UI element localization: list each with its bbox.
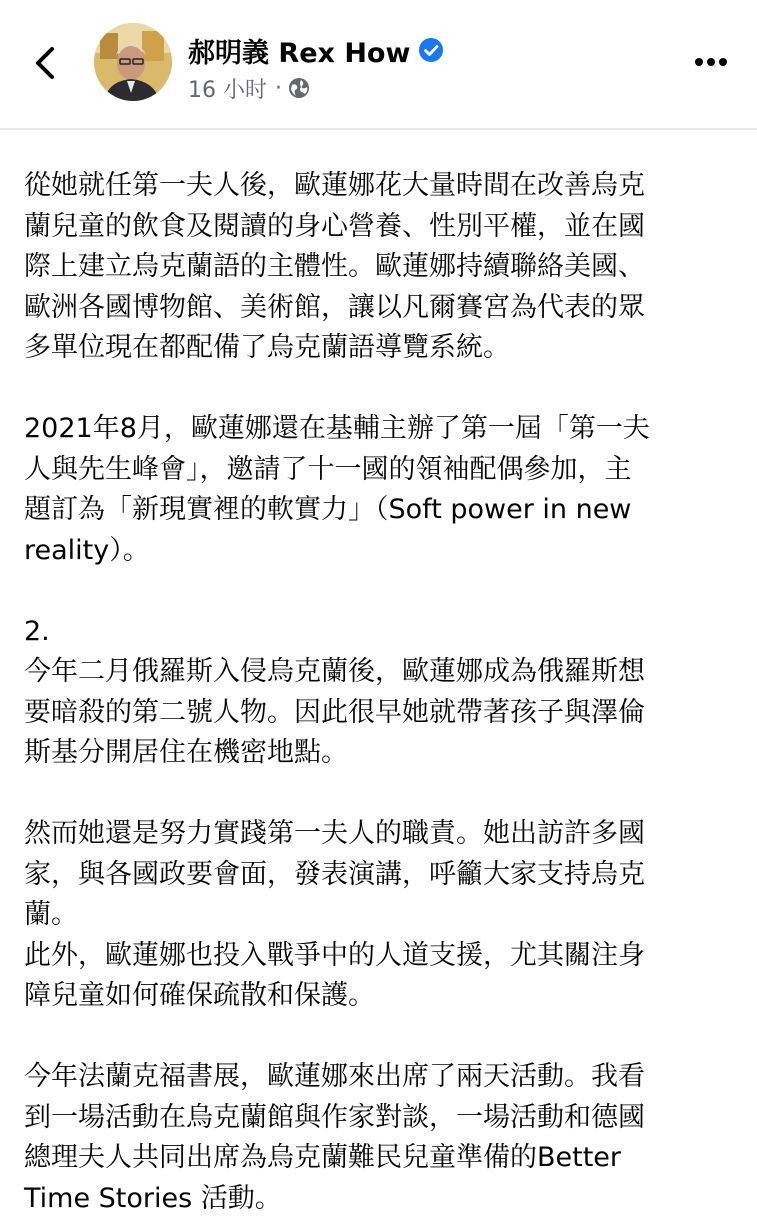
paragraph-gap bbox=[24, 774, 729, 815]
post-body bbox=[24, 166, 729, 1219]
post-paragraph-5 bbox=[24, 1057, 729, 1219]
author-name[interactable]: 郝明義 Rex How bbox=[188, 31, 410, 70]
post-line: 蘭。 bbox=[24, 895, 729, 936]
post-line: 總理夫人共同出席為烏克蘭難民兒童準備的Better bbox=[24, 1138, 729, 1179]
post-timestamp[interactable]: 16 小时 bbox=[188, 73, 267, 104]
author-row bbox=[188, 30, 444, 70]
post-line: Time Stories 活動。 bbox=[24, 1179, 729, 1219]
post-line: 2. bbox=[24, 612, 729, 653]
post-line: 此外，歐蓮娜也投入戰爭中的人道支援，尤其關注身 bbox=[24, 936, 729, 977]
post-header bbox=[0, 0, 757, 128]
chevron-left-icon bbox=[34, 46, 56, 80]
post-line: 然而她還是努力實踐第一夫人的職責。她出訪許多國 bbox=[24, 814, 729, 855]
post-paragraph-2 bbox=[24, 409, 729, 571]
post-paragraph-1 bbox=[24, 166, 729, 369]
post-line: 題訂為「新現實裡的軟實力」（Soft power in new bbox=[24, 490, 729, 531]
post-line: 從她就任第一夫人後，歐蓮娜花大量時間在改善烏克 bbox=[24, 166, 729, 207]
post-line: 障兒童如何確保疏散和保護。 bbox=[24, 976, 729, 1017]
header-divider bbox=[0, 128, 757, 130]
paragraph-gap bbox=[24, 1017, 729, 1058]
post-paragraph-4 bbox=[24, 814, 729, 1017]
globe-icon bbox=[288, 77, 310, 99]
post-paragraph-3 bbox=[24, 612, 729, 774]
avatar-photo bbox=[94, 23, 172, 101]
post-line: 際上建立烏克蘭語的主體性。歐蓮娜持續聯絡美國、 bbox=[24, 247, 729, 288]
post-meta bbox=[188, 72, 310, 104]
paragraph-gap bbox=[24, 369, 729, 410]
post-line: reality）。 bbox=[24, 531, 729, 572]
post-line: 2021年8月，歐蓮娜還在基輔主辦了第一屆「第一夫 bbox=[24, 409, 729, 450]
avatar[interactable] bbox=[94, 23, 172, 101]
verified-badge-icon bbox=[418, 37, 444, 63]
post-line: 歐洲各國博物館、美術館，讓以凡爾賽宮為代表的眾 bbox=[24, 288, 729, 329]
post-line: 斯基分開居住在機密地點。 bbox=[24, 733, 729, 774]
post-line: 人與先生峰會」，邀請了十一國的領袖配偶參加，主 bbox=[24, 450, 729, 491]
post-line: 今年二月俄羅斯入侵烏克蘭後，歐蓮娜成為俄羅斯想 bbox=[24, 652, 729, 693]
post-line: 今年法蘭克福書展，歐蓮娜來出席了兩天活動。我看 bbox=[24, 1057, 729, 1098]
paragraph-gap bbox=[24, 571, 729, 612]
meta-separator: · bbox=[275, 76, 282, 101]
post-line: 多單位現在都配備了烏克蘭語導覽系統。 bbox=[24, 328, 729, 369]
post-line: 家，與各國政要會面，發表演講，呼籲大家支持烏克 bbox=[24, 855, 729, 896]
more-horizontal-icon bbox=[694, 57, 728, 67]
post-line: 到一場活動在烏克蘭館與作家對談，一場活動和德國 bbox=[24, 1098, 729, 1139]
back-button[interactable] bbox=[22, 38, 68, 88]
post-line: 要暗殺的第二號人物。因此很早她就帶著孩子與澤倫 bbox=[24, 693, 729, 734]
more-options-button[interactable] bbox=[691, 44, 731, 80]
post-line: 蘭兒童的飲食及閱讀的身心營養、性別平權，並在國 bbox=[24, 207, 729, 248]
